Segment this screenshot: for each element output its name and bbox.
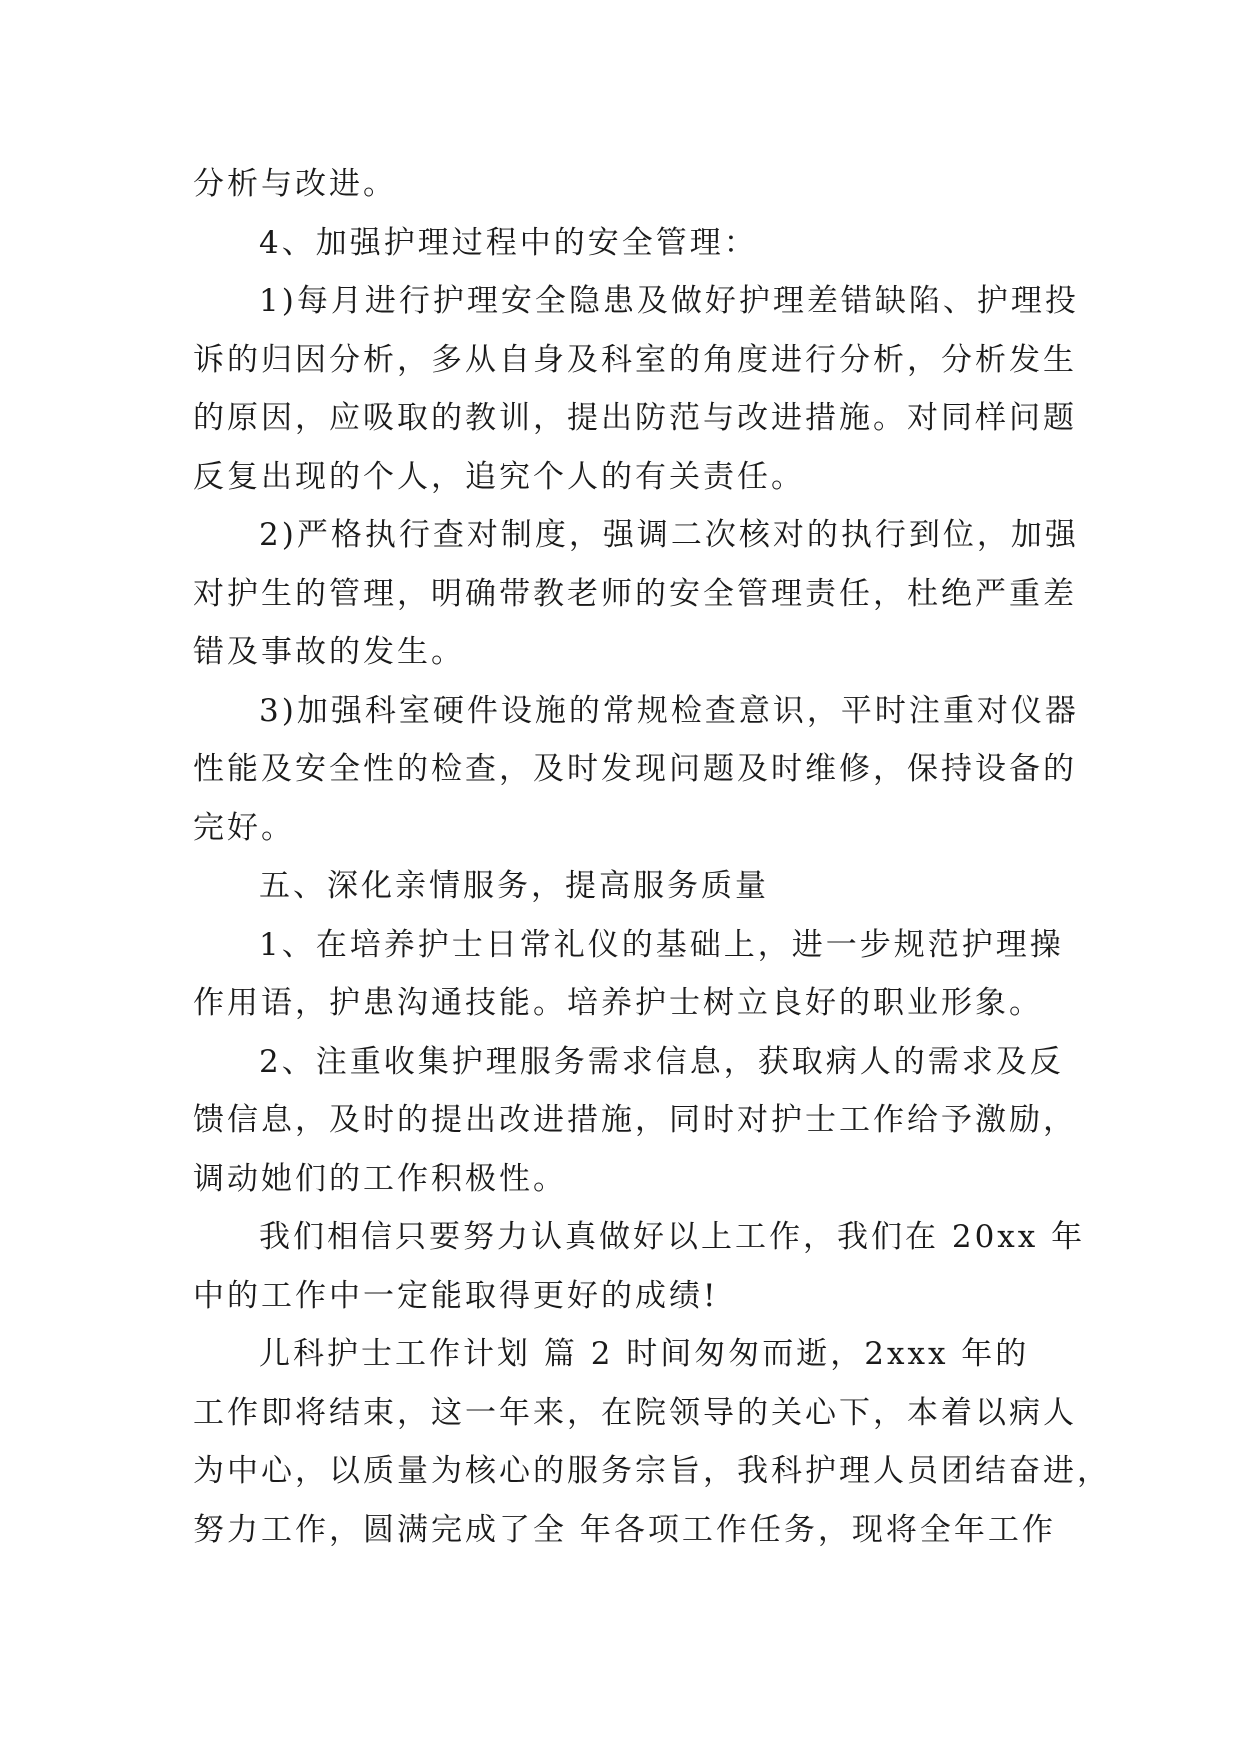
text-line-5: 的原因，应吸取的教训，提出防范与改进措施。对同样问题 [193,400,1077,436]
text-line-22: 工作即将结束，这一年来，在院领导的关心下，本着以病人 [193,1394,1077,1431]
text-line-16: 2、注重收集护理服务需求信息，获取病人的需求及反 [259,1043,1064,1080]
text-line-2: 4、加强护理过程中的安全管理： [259,224,758,261]
text-line-10: 3)加强科室硬件设施的常规检查意识，平时注重对仪器 [259,692,1079,729]
text-line-20: 中的工作中一定能取得更好的成绩! [193,1277,719,1314]
text-line-18: 调动她们的工作积极性。 [193,1160,567,1197]
text-line-8: 对护生的管理，明确带教老师的安全管理责任，杜绝严重差 [193,575,1077,612]
text-line-11: 性能及安全性的检查，及时发现问题及时维修，保持设备的 [193,751,1077,787]
text-line-23: 为中心，以质量为核心的服务宗旨，我科护理人员团结奋进， [193,1453,1111,1489]
text-line-15: 作用语，护患沟通技能。培养护士树立良好的职业形象。 [193,985,1043,1021]
text-line-3: 1)每月进行护理安全隐患及做好护理差错缺陷、护理投 [259,283,1079,319]
text-line-7: 2)严格执行查对制度，强调二次核对的执行到位，加强 [259,517,1079,553]
document-body [193,155,1111,1559]
text-line-17: 馈信息，及时的提出改进措施，同时对护士工作给予激励， [193,1102,1077,1138]
text-line-6: 反复出现的个人，追究个人的有关责任。 [193,458,805,495]
section-heading: 五、深化亲情服务，提高服务质量 [259,868,769,904]
text-line-4: 诉的归因分析，多从自身及科室的角度进行分析，分析发生 [193,341,1077,378]
text-line-14: 1、在培养护士日常礼仪的基础上，进一步规范护理操 [259,926,1064,963]
text-line-21: 儿科护士工作计划 篇 2 时间匆匆而逝，2xxx 年的 [259,1336,1030,1372]
text-line-1: 分析与改进。 [193,166,397,202]
text-line-19: 我们相信只要努力认真做好以上工作，我们在 20xx 年 [259,1219,1086,1255]
text-line-12: 完好。 [193,809,295,846]
text-line-9: 错及事故的发生。 [193,634,465,670]
text-line-24: 努力工作，圆满完成了全 年各项工作任务，现将全年工作 [193,1511,1056,1548]
